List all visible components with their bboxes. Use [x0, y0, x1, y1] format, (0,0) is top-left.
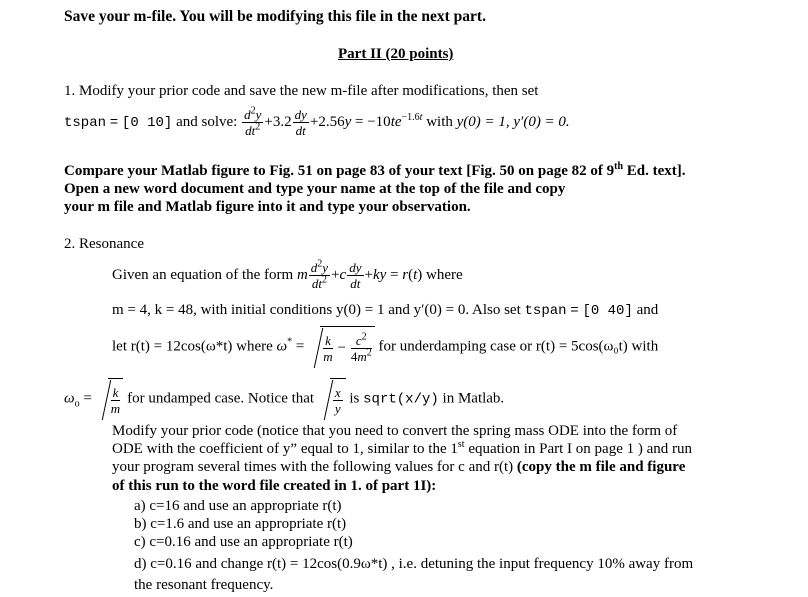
tspan2-label: tspan [524, 303, 567, 319]
modify-line2: ODE with the coefficient of y” equal to 1, similar to the 1st equation in Part I on page 1 ) and run [112, 439, 693, 457]
list-item-b: b) c=1.6 and use an appropriate r(t) [134, 516, 347, 532]
modify-line3: your program several times with the following values for c and r(t) (copy the m file and figure [112, 459, 686, 475]
let-line: let r(t) = 12cos(ω*t) where ω* = $\frac{k}{m}$ − $\frac{c^2}{4m^2}$ for underdamping case or r(t) = 5cos(ω₀t) with [112, 326, 658, 368]
ode-equation: $\frac{d^2y}{dt^2}$ +3.2 $\frac{dy}{dt}$ $+2.56y = -10te^{-1.6t}$ [244, 105, 423, 139]
list-item-d-cont: the resonant frequency. [134, 577, 274, 593]
item1-equation-line [64, 104, 570, 141]
item1-text: 1. Modify your prior code and save the new m-file after modifications, then set [64, 83, 539, 99]
list-item-d: d) c=0.16 and change r(t) = 12cos(0.9ω*t) , i.e. detuning the input frequency 10% away from [134, 556, 694, 572]
compare-line1: Compare your Matlab figure to Fig. 51 on page 83 of your text [Fig. 50 on page 82 of 9th Ed. text]. [64, 161, 686, 179]
solve-text: and solve: [176, 114, 238, 130]
resonance-heading: 2. Resonance [64, 236, 144, 252]
params-line: m = 4, k = 48, with initial conditions y(0) = 1 and y′(0) = 0. Also set tspan = [0 40] and [112, 302, 659, 319]
init-cond: y(0) = 1, y′(0) = 0. [456, 114, 570, 130]
sqrt-code: sqrt(x/y) [363, 391, 439, 408]
compare-line3: your m file and Matlab figure into it and type your observation. [64, 199, 471, 215]
tspan2-value: [0 40] [582, 303, 633, 319]
modify-line4: of this run to the word file created in 1. of part 1I): [112, 478, 437, 494]
part-title: Part II (20 points) [338, 46, 454, 62]
given-line: Given an equation of the form m $\frac{d^2y}{dt^2}$ +c $\frac{dy}{dt}$ +ky = r(t) where [112, 258, 463, 292]
list-item-a: a) c=16 and use an appropriate r(t) [134, 498, 342, 514]
list-item-c: c) c=0.16 and use an appropriate r(t) [134, 534, 353, 550]
compare-line2: Open a new word document and type your name at the top of the file and copy [64, 181, 566, 197]
tspan-label: tspan [64, 115, 107, 131]
sqrt-omega-star: $\frac{k}{m}$ − $\frac{c^2}{4m^2}$ [308, 326, 375, 368]
tspan-eq: = [109, 115, 119, 131]
tspan-value: [0 10] [121, 115, 173, 131]
omega0-line: $\omega_o$ = $\frac{k}{m}$ for undamped case. Notice that $\frac{x}{y}$ is sqrt(x/y) in Matlab. [64, 378, 504, 424]
save-note: Save your m-file. You will be modifying this file in the next part. [64, 8, 486, 25]
modify-line1: Modify your prior code (notice that you need to convert the spring mass ODE into the form of [112, 423, 678, 439]
eq-tail: with [426, 114, 453, 130]
